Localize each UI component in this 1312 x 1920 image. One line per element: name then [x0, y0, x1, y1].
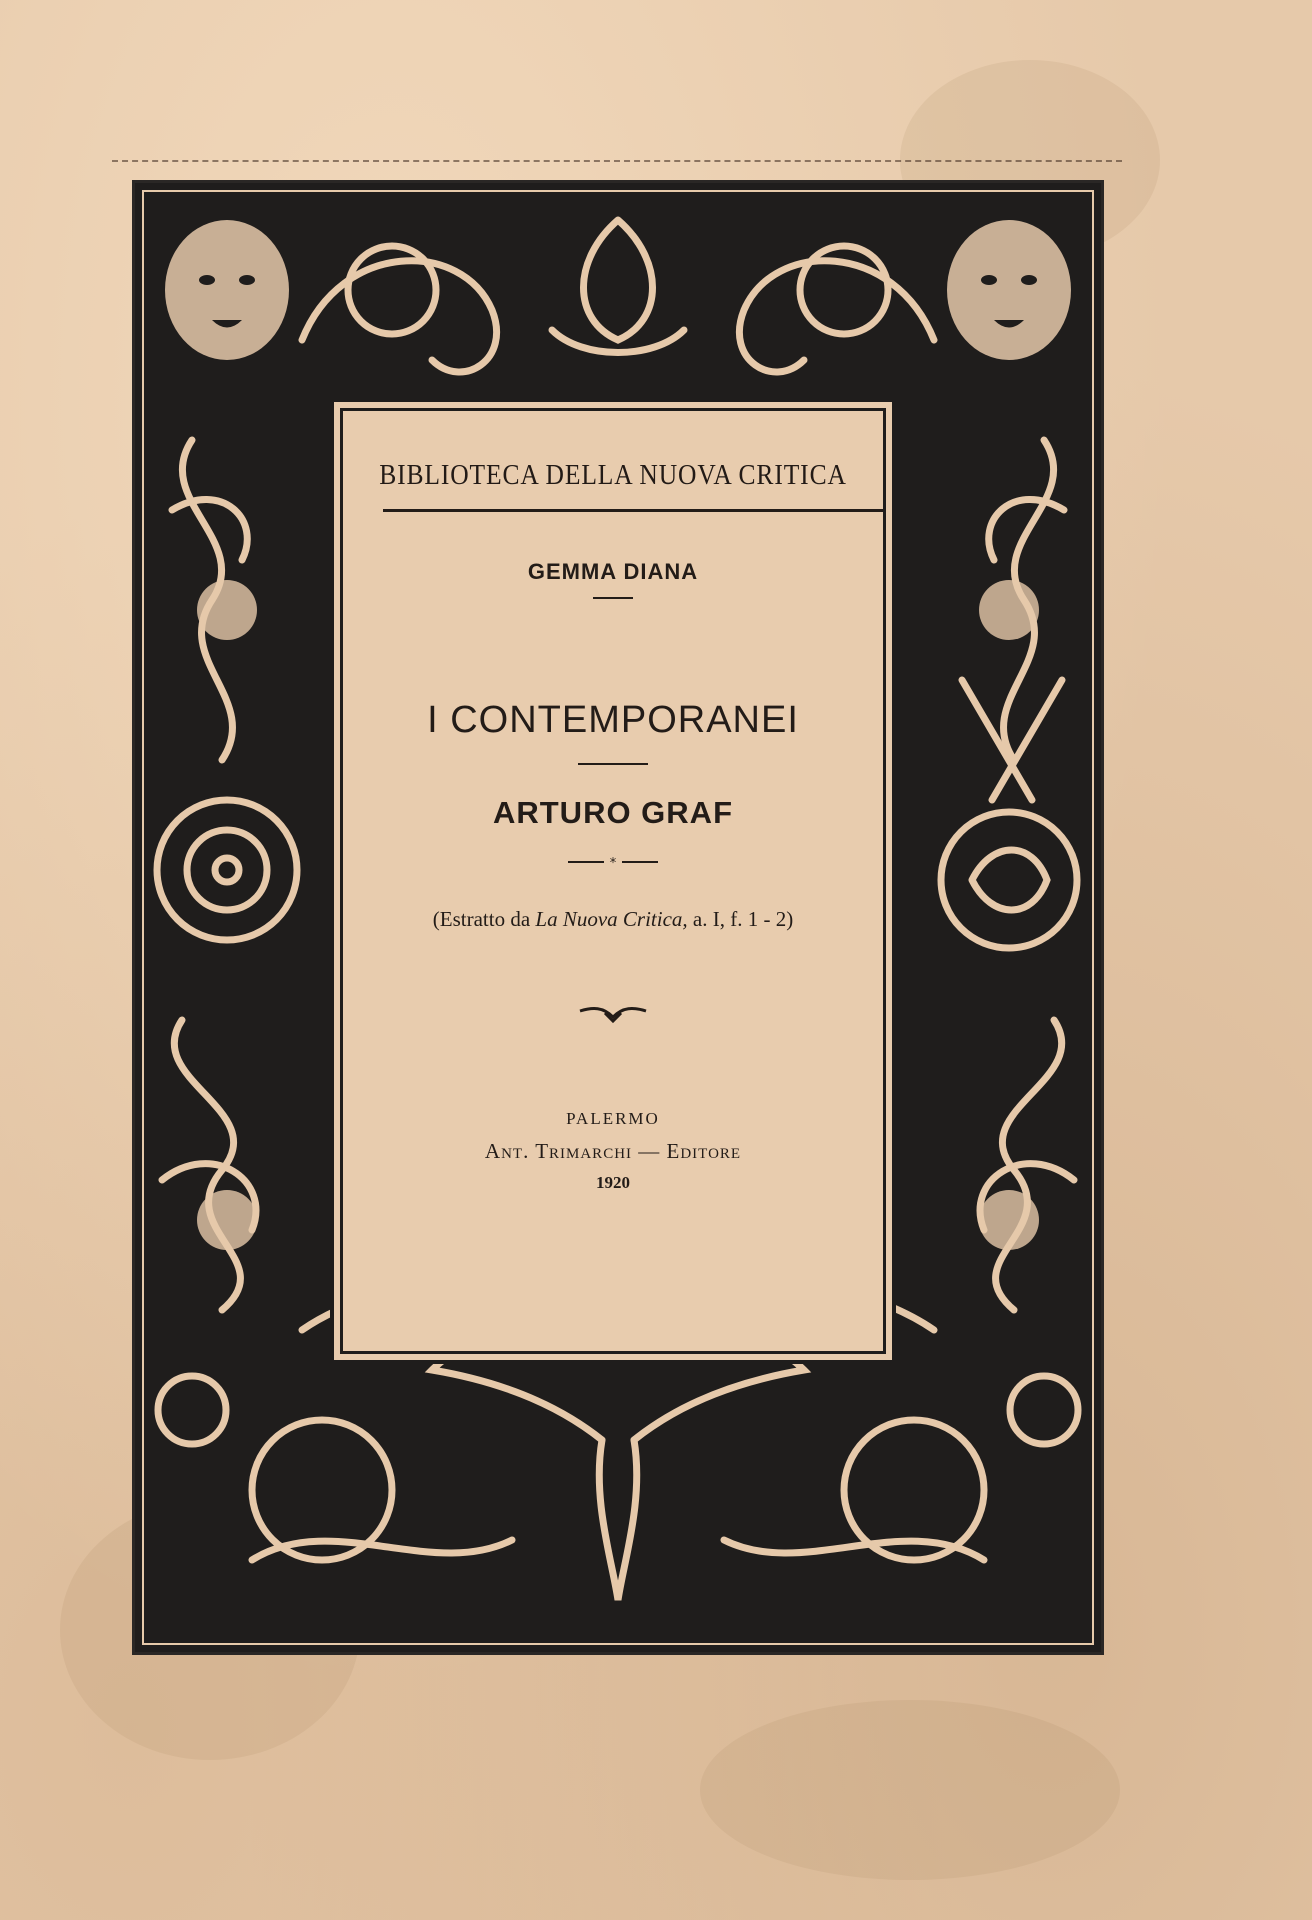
publication-city: PALERMO — [566, 1109, 660, 1128]
journal-name: La Nuova Critica, — [535, 907, 688, 931]
publication-year: 1920 — [596, 1173, 630, 1192]
extract-close: a. I, f. 1 - 2) — [687, 907, 794, 931]
series-title: BIBLIOTECA DELLA NUOVA CRITICA — [379, 459, 847, 491]
book-title: I CONTEMPORANEI — [427, 699, 799, 741]
series-rule — [383, 509, 883, 512]
flourish-icon — [578, 1003, 648, 1027]
author-rule — [593, 597, 633, 599]
star-divider-icon — [568, 855, 658, 869]
top-dashed-rule — [112, 160, 1122, 162]
svg-text:*: * — [609, 856, 617, 869]
extract-open: (Estratto da — [432, 907, 536, 931]
book-subtitle: ARTURO GRAF — [492, 795, 734, 830]
title-panel — [340, 408, 886, 1354]
publisher-name: Ant. Trimarchi — Editore — [484, 1139, 742, 1163]
paper-stain — [700, 1700, 1120, 1880]
title-rule — [578, 763, 648, 765]
extract-note — [343, 907, 883, 932]
author-name: GEMMA DIANA — [527, 559, 699, 584]
